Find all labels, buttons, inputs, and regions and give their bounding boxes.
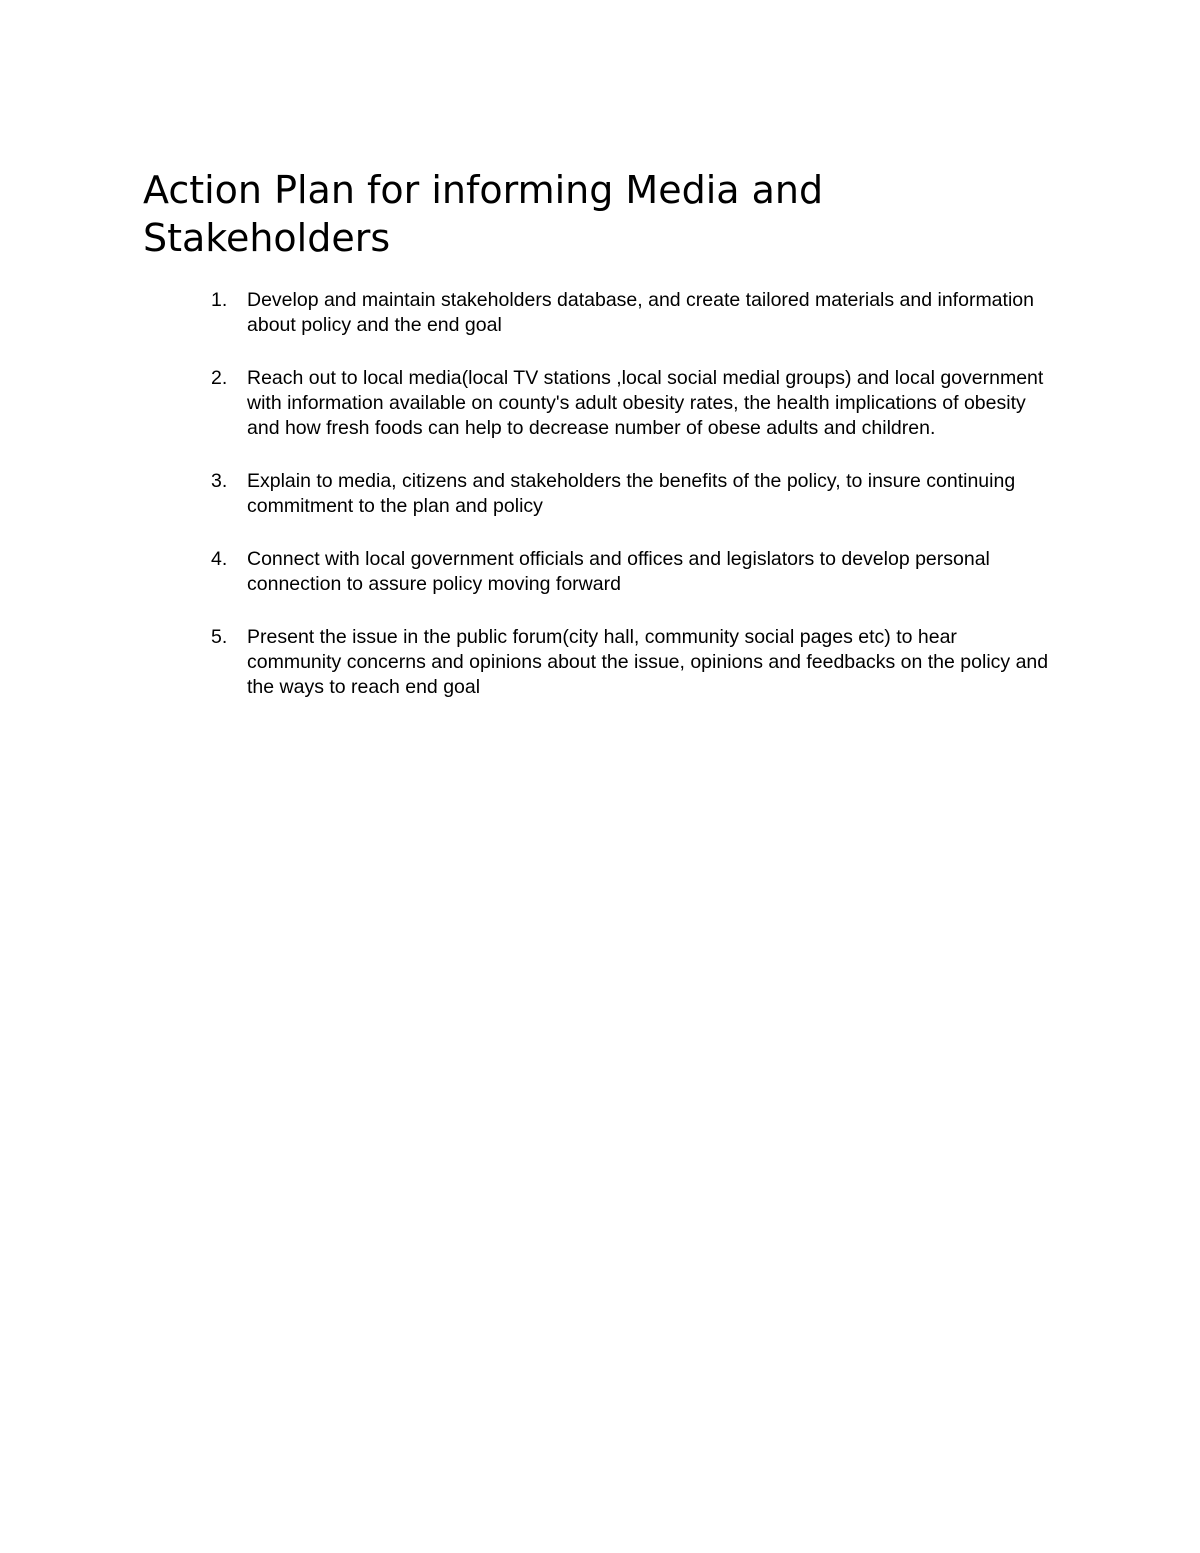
item-number: 1. (211, 289, 228, 311)
item-number: 4. (211, 548, 228, 570)
item-number: 3. (211, 470, 228, 492)
item-text: Reach out to local media(local TV stations ,local social medial groups) and local government with information available on county's adult obesity rates, the health implications of obesity and how fresh foods can help to decrease number of obese adults and children. (247, 367, 1044, 439)
item-number: 5. (211, 626, 228, 648)
item-text: Present the issue in the public forum(city hall, community social pages etc) to hear community concerns and opinions about the issue, opinions and feedbacks on the policy and the ways to reach end goal (247, 626, 1049, 698)
item-text: Explain to media, citizens and stakeholders the benefits of the policy, to insure continuing commitment to the plan and policy (247, 470, 1016, 517)
list-item (143, 625, 1053, 700)
list-item (143, 366, 1053, 441)
item-number: 2. (211, 367, 228, 389)
item-text: Connect with local government officials and offices and legislators to develop personal connection to assure policy moving forward (247, 548, 990, 595)
action-list (143, 288, 1053, 728)
item-text: Develop and maintain stakeholders database, and create tailored materials and information about policy and the end goal (247, 289, 1034, 336)
document-title: Action Plan for informing Media and Stakeholders (143, 168, 824, 260)
list-item (143, 469, 1053, 519)
list-item (143, 547, 1053, 597)
list-item (143, 288, 1053, 338)
